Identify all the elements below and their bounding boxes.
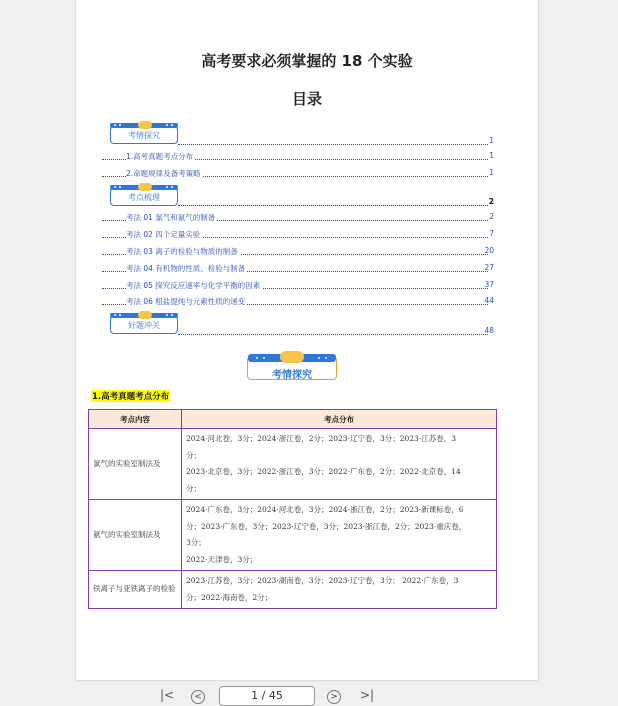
table-header-cell: 考点内容 bbox=[89, 410, 182, 429]
distribution-line: 分； bbox=[186, 483, 201, 493]
topic-cell: 氨气的实验室制法及 bbox=[89, 500, 182, 571]
table-header-cell: 考点分布 bbox=[182, 410, 497, 429]
toc-entry[interactable] bbox=[102, 280, 494, 290]
toc-page-number: 20 bbox=[484, 246, 494, 255]
toc-entry-text: 1.高考真题考点分布 bbox=[126, 152, 194, 161]
section-badge bbox=[247, 356, 337, 380]
toc-page-number: 2 bbox=[489, 212, 494, 221]
distribution-line: 2023·江苏卷，3分；2023·湖南卷，3分；2023·辽宁卷，3分； 2022·广东卷，3 bbox=[186, 576, 459, 585]
toc-page-number: 48 bbox=[484, 326, 494, 335]
page-indicator[interactable]: 1 / 45 bbox=[219, 686, 315, 706]
topic-cell: 铁离子与亚铁离子的检验 bbox=[89, 571, 182, 609]
toc-entry-text: 考法 04 有机物的性质、检验与制备 bbox=[126, 264, 246, 273]
last-page-icon[interactable]: >| bbox=[360, 688, 375, 702]
toc-entry-text: 考法 03 离子的检验与物质的制备 bbox=[126, 247, 238, 256]
distribution-line: 分；2022·海南卷，2分； bbox=[186, 592, 273, 602]
section-subheading: 1.高考真题考点分布 bbox=[92, 392, 170, 402]
toc-entry-text: 考法 02 四个定量实验 bbox=[126, 230, 201, 239]
toc-page-number: 1 bbox=[489, 151, 494, 160]
topic-cell: 氯气的实验室制法及 bbox=[89, 429, 182, 500]
toc-page-number: 37 bbox=[484, 280, 494, 289]
toc-entry[interactable] bbox=[102, 229, 494, 239]
distribution-line: 2022·天津卷，3分； bbox=[186, 554, 258, 564]
distribution-line: 2024·广东卷，3分；2024·河北卷，3分；2024·浙江卷，2分；2023·新课标卷，6 bbox=[186, 505, 464, 514]
table-row bbox=[89, 429, 497, 500]
document-title: 高考要求必须掌握的 18 个实验 bbox=[201, 52, 413, 70]
distribution-line: 3分； bbox=[186, 538, 206, 547]
toc-group-label: 考情探究 bbox=[128, 131, 160, 140]
toc-entry-text: 考法 06 粗盐提纯与元素性质的递变 bbox=[126, 297, 246, 306]
next-page-icon[interactable]: > bbox=[327, 690, 341, 704]
toc-page-number: 27 bbox=[484, 263, 494, 272]
toc-entry[interactable] bbox=[102, 197, 494, 207]
toc-entry[interactable] bbox=[102, 151, 494, 161]
exam-distribution-table bbox=[88, 409, 497, 609]
toc-entry-text: 考法 05 探究反应速率与化学平衡的因素 bbox=[126, 281, 261, 290]
toc-entry[interactable] bbox=[102, 296, 494, 306]
table-row bbox=[89, 500, 497, 571]
distribution-cell bbox=[182, 429, 497, 500]
distribution-line: 分；2023·广东卷，3分；2023·辽宁卷，3分；2023·浙江卷，2分；2023·重庆卷， bbox=[186, 521, 467, 531]
toc-entry-text: 考法 01 氯气和氨气的制备 bbox=[126, 213, 216, 222]
toc-entry[interactable] bbox=[102, 326, 494, 336]
toc-entry[interactable] bbox=[102, 136, 494, 146]
distribution-cell bbox=[182, 500, 497, 571]
prev-page-icon[interactable]: < bbox=[191, 690, 205, 704]
toc-page-number: 1 bbox=[489, 168, 494, 177]
toc-page-number: 44 bbox=[484, 296, 494, 305]
toc-group-label: 好题冲关 bbox=[128, 321, 160, 330]
toc-entry[interactable] bbox=[102, 263, 494, 273]
first-page-icon[interactable]: |< bbox=[160, 688, 175, 702]
table-header-row bbox=[89, 410, 497, 429]
distribution-cell bbox=[182, 571, 497, 609]
table-row bbox=[89, 571, 497, 609]
distribution-line: 2024·河北卷，3分；2024·浙江卷，2分；2023·辽宁卷，3分；2023·江苏卷，3 bbox=[186, 434, 456, 443]
toc-entry[interactable] bbox=[102, 246, 494, 256]
toc-entry[interactable] bbox=[102, 168, 494, 178]
distribution-line: 2023·北京卷，3分；2022·浙江卷，3分；2022·广东卷，2分；2022·北京卷，14 bbox=[186, 467, 461, 476]
toc-title: 目录 bbox=[291, 90, 322, 108]
toc-entry-text: 2.命题规律及备考策略 bbox=[126, 169, 201, 178]
distribution-line: 分； bbox=[186, 450, 201, 460]
toc-group-label: 考点梳理 bbox=[128, 193, 160, 202]
toc-entry[interactable] bbox=[102, 212, 494, 222]
section-badge-label: 考情探究 bbox=[272, 370, 312, 381]
toc-page-number: 7 bbox=[489, 229, 494, 238]
toc-page-number: 1 bbox=[489, 136, 494, 145]
toc-page-number: 2 bbox=[488, 197, 494, 206]
